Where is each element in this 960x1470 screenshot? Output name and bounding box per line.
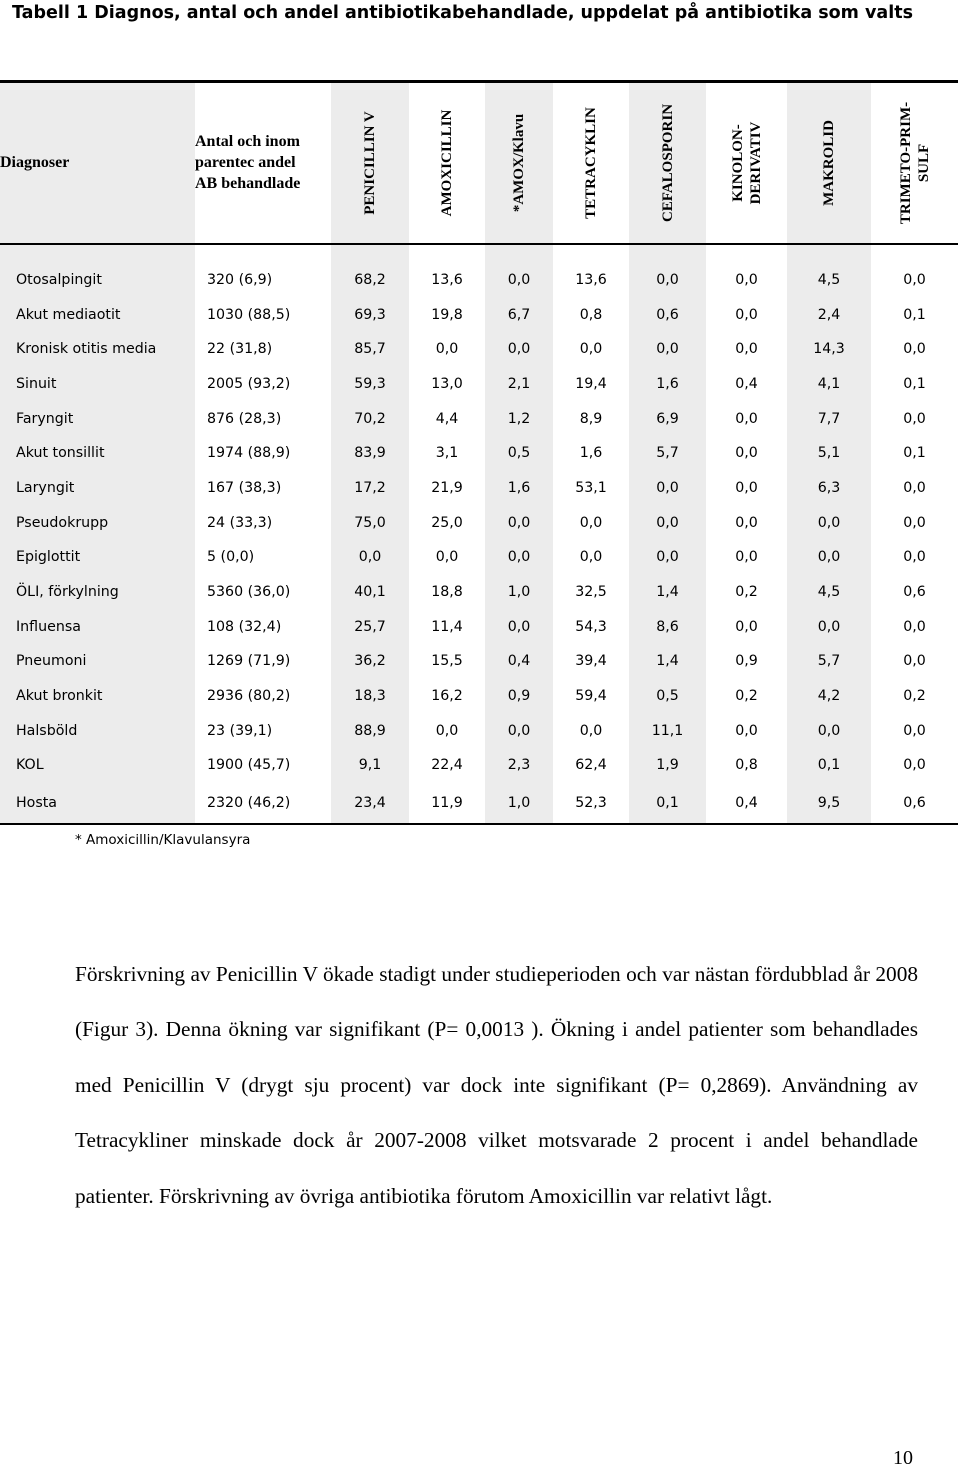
percent-cell: 0,2 — [735, 688, 758, 705]
percent-cell: 19,8 — [431, 306, 463, 323]
count-cell: 23 (39,1) — [207, 722, 273, 739]
percent-cell: 6,7 — [485, 297, 553, 332]
percent-cell: 0,8 — [579, 306, 603, 323]
percent-cell: 0,8 — [735, 757, 758, 774]
percent-cell: 0,0 — [579, 549, 603, 566]
percent-cell: 18,3 — [331, 679, 409, 714]
percent-cell: 19,4 — [575, 375, 607, 392]
diagnosis-cell: Akut mediaotit — [0, 297, 195, 332]
table-row — [0, 783, 958, 824]
header-penicillin-v: PENICILLIN V — [331, 82, 409, 244]
percent-cell: 83,9 — [331, 436, 409, 471]
percent-cell: 0,5 — [485, 436, 553, 471]
table-row — [0, 297, 958, 332]
table-row — [0, 575, 958, 610]
percent-cell: 0,0 — [735, 306, 758, 323]
table-header — [0, 82, 958, 244]
percent-cell: 21,9 — [431, 479, 463, 496]
percent-cell: 0,0 — [629, 540, 706, 575]
percent-cell: 0,0 — [485, 540, 553, 575]
percent-cell: 4,4 — [435, 410, 459, 427]
percent-cell: 1,4 — [629, 575, 706, 610]
percent-cell: 13,6 — [575, 271, 607, 288]
percent-cell: 0,4 — [706, 783, 787, 824]
percent-cell: 59,4 — [575, 688, 607, 705]
percent-cell: 0,0 — [903, 757, 926, 774]
count-cell: 1030 (88,5) — [207, 306, 291, 323]
percent-cell: 0,0 — [485, 244, 553, 298]
percent-cell: 0,0 — [485, 713, 553, 748]
percent-cell: 70,2 — [331, 401, 409, 436]
percent-cell: 0,6 — [871, 783, 958, 824]
count-cell: 2320 (46,2) — [195, 783, 331, 824]
header-diagnoser: Diagnoser — [0, 82, 195, 244]
percent-cell: 0,0 — [903, 271, 926, 288]
percent-cell: 0,0 — [485, 505, 553, 540]
percent-cell: 13,0 — [431, 375, 463, 392]
header-kinolonderivativ — [706, 82, 787, 244]
percent-cell: 0,1 — [787, 748, 871, 783]
percent-cell: 22,4 — [431, 757, 463, 774]
percent-cell: 52,3 — [553, 783, 629, 824]
percent-cell: 7,7 — [787, 401, 871, 436]
percent-cell: 0,1 — [903, 445, 926, 462]
percent-cell: 0,0 — [435, 722, 459, 739]
percent-cell: 9,1 — [331, 748, 409, 783]
count-cell: 1269 (71,9) — [207, 653, 291, 670]
count-cell: 22 (31,8) — [207, 341, 273, 358]
percent-cell: 0,0 — [331, 540, 409, 575]
percent-cell: 0,0 — [435, 341, 459, 358]
diagnosis-cell: KOL — [0, 748, 195, 783]
percent-cell: 23,4 — [331, 783, 409, 824]
percent-cell: 0,0 — [735, 618, 758, 635]
table-row — [0, 540, 958, 575]
count-cell: 167 (38,3) — [207, 479, 282, 496]
percent-cell: 69,3 — [331, 297, 409, 332]
percent-cell: 8,9 — [579, 410, 603, 427]
percent-cell: 36,2 — [331, 644, 409, 679]
percent-cell: 0,0 — [903, 722, 926, 739]
percent-cell: 4,5 — [787, 244, 871, 298]
header-amoxicillin: AMOXICILLIN — [409, 82, 485, 244]
percent-cell: 0,0 — [787, 505, 871, 540]
percent-cell: 25,0 — [431, 514, 463, 531]
percent-cell: 4,1 — [787, 367, 871, 402]
percent-cell: 0,0 — [579, 514, 603, 531]
percent-cell: 3,1 — [435, 445, 459, 462]
percent-cell: 18,8 — [431, 584, 463, 601]
percent-cell: 1,4 — [629, 644, 706, 679]
percent-cell: 5,7 — [787, 644, 871, 679]
percent-cell: 11,1 — [629, 713, 706, 748]
percent-cell: 1,0 — [485, 575, 553, 610]
diagnosis-cell: Sinuit — [0, 367, 195, 402]
percent-cell: 0,0 — [735, 479, 758, 496]
diagnosis-cell: Pneumoni — [0, 644, 195, 679]
percent-cell: 0,0 — [787, 713, 871, 748]
percent-cell: 0,1 — [903, 375, 926, 392]
percent-cell: 59,3 — [331, 367, 409, 402]
percent-cell: 6,9 — [629, 401, 706, 436]
percent-cell: 1,6 — [629, 367, 706, 402]
count-cell: 1900 (45,7) — [207, 757, 291, 774]
percent-cell: 68,2 — [331, 244, 409, 298]
table-row — [0, 332, 958, 367]
table-row — [0, 644, 958, 679]
percent-cell: 53,1 — [575, 479, 607, 496]
percent-cell: 0,4 — [485, 644, 553, 679]
percent-cell: 0,2 — [903, 688, 926, 705]
diagnosis-cell: Epiglottit — [0, 540, 195, 575]
diagnosis-cell: Halsböld — [0, 713, 195, 748]
percent-cell: 0,5 — [629, 679, 706, 714]
header-makrolid: MAKROLID — [787, 82, 871, 244]
diagnosis-cell: Influensa — [0, 609, 195, 644]
percent-cell: 75,0 — [331, 505, 409, 540]
percent-cell: 0,0 — [903, 514, 926, 531]
header-amox-klavu: *AMOX/Klavu — [485, 82, 553, 244]
percent-cell: 16,2 — [431, 688, 463, 705]
percent-cell: 1,9 — [629, 748, 706, 783]
percent-cell: 0,2 — [735, 584, 758, 601]
percent-cell: 0,0 — [787, 609, 871, 644]
percent-cell: 0,0 — [735, 410, 758, 427]
percent-cell: 0,0 — [485, 609, 553, 644]
diagnosis-cell: Kronisk otitis media — [0, 332, 195, 367]
header-kinolon-line1: KINOLON- — [729, 124, 746, 202]
table-caption: Tabell 1 Diagnos, antal och andel antibiotikabehandlade, uppdelat på antibiotika som valts — [12, 3, 914, 23]
count-cell: 1974 (88,9) — [207, 445, 291, 462]
percent-cell: 0,6 — [629, 297, 706, 332]
percent-cell: 15,5 — [431, 653, 463, 670]
diagnosis-cell: Akut bronkit — [0, 679, 195, 714]
diagnosis-cell: Laryngit — [0, 471, 195, 506]
count-cell: 320 (6,9) — [207, 271, 273, 288]
table-row — [0, 471, 958, 506]
count-cell: 2936 (80,2) — [207, 688, 291, 705]
percent-cell: 0,0 — [735, 271, 758, 288]
percent-cell: 0,0 — [735, 341, 758, 358]
percent-cell: 0,9 — [485, 679, 553, 714]
table-row — [0, 244, 958, 298]
percent-cell: 0,1 — [629, 783, 706, 824]
percent-cell: 4,2 — [787, 679, 871, 714]
percent-cell: 0,6 — [903, 584, 926, 601]
percent-cell: 1,6 — [579, 445, 603, 462]
percent-cell: 0,0 — [435, 549, 459, 566]
header-kinolon-line2: DERIVATIV — [747, 121, 764, 205]
header-trimetoprim-sulf — [871, 82, 958, 244]
count-cell: 2005 (93,2) — [207, 375, 291, 392]
table-row — [0, 436, 958, 471]
header-trim-line1: TRIMETO-PRIM- — [897, 101, 914, 224]
header-antal: Antal och inom parentec andel AB behandlade — [195, 82, 331, 244]
percent-cell: 0,0 — [629, 332, 706, 367]
percent-cell: 0,0 — [735, 514, 758, 531]
percent-cell: 0,0 — [787, 540, 871, 575]
percent-cell: 8,6 — [629, 609, 706, 644]
percent-cell: 9,5 — [787, 783, 871, 824]
table-row — [0, 748, 958, 783]
table-row — [0, 505, 958, 540]
diagnosis-cell: Otosalpingit — [0, 244, 195, 298]
count-cell: 876 (28,3) — [207, 410, 282, 427]
percent-cell: 2,4 — [787, 297, 871, 332]
percent-cell: 0,0 — [579, 341, 603, 358]
percent-cell: 0,1 — [903, 306, 926, 323]
percent-cell: 0,0 — [629, 471, 706, 506]
percent-cell: 0,0 — [903, 341, 926, 358]
header-cefalosporin: CEFALOSPORIN — [629, 82, 706, 244]
percent-cell: 14,3 — [787, 332, 871, 367]
percent-cell: 54,3 — [575, 618, 607, 635]
percent-cell: 1,0 — [485, 783, 553, 824]
diagnosis-cell: Akut tonsillit — [0, 436, 195, 471]
percent-cell: 1,2 — [485, 401, 553, 436]
percent-cell: 0,0 — [579, 722, 603, 739]
percent-cell: 39,4 — [575, 653, 607, 670]
percent-cell: 25,7 — [331, 609, 409, 644]
percent-cell: 11,9 — [409, 783, 485, 824]
percent-cell: 0,0 — [903, 549, 926, 566]
percent-cell: 88,9 — [331, 713, 409, 748]
page-number: 10 — [893, 1447, 913, 1469]
percent-cell: 0,4 — [735, 375, 758, 392]
percent-cell: 85,7 — [331, 332, 409, 367]
percent-cell: 0,0 — [903, 653, 926, 670]
percent-cell: 1,6 — [485, 471, 553, 506]
percent-cell: 5,7 — [629, 436, 706, 471]
percent-cell: 0,0 — [735, 722, 758, 739]
diagnosis-antibiotics-table — [0, 80, 958, 825]
table-row — [0, 713, 958, 748]
table-row — [0, 367, 958, 402]
table-body — [0, 244, 958, 824]
percent-cell: 0,0 — [629, 244, 706, 298]
percent-cell: 40,1 — [331, 575, 409, 610]
percent-cell: 2,1 — [485, 367, 553, 402]
header-tetracyklin: TETRACYKLIN — [553, 82, 629, 244]
percent-cell: 5,1 — [787, 436, 871, 471]
table-row — [0, 679, 958, 714]
percent-cell: 6,3 — [787, 471, 871, 506]
percent-cell: 13,6 — [431, 271, 463, 288]
count-cell: 5360 (36,0) — [207, 584, 291, 601]
percent-cell: 0,0 — [735, 445, 758, 462]
percent-cell: 62,4 — [575, 757, 607, 774]
percent-cell: 0,0 — [903, 410, 926, 427]
count-cell: 5 (0,0) — [207, 549, 255, 566]
percent-cell: 0,9 — [735, 653, 758, 670]
percent-cell: 32,5 — [575, 584, 607, 601]
diagnosis-cell: Hosta — [0, 783, 195, 824]
table-footnote: * Amoxicillin/Klavulansyra — [75, 832, 251, 848]
percent-cell: 2,3 — [485, 748, 553, 783]
diagnosis-cell: ÖLI, förkylning — [0, 575, 195, 610]
percent-cell: 0,0 — [629, 505, 706, 540]
table-row — [0, 609, 958, 644]
percent-cell: 0,0 — [485, 332, 553, 367]
diagnosis-cell: Faryngit — [0, 401, 195, 436]
body-paragraph: Förskrivning av Penicillin V ökade stadigt under studieperioden och var nästan fördubblad år 2008 (Figur 3). Denna ökning var signifikant (P= 0,0013 ). Ökning i andel patienter som behandlades med Penicillin V (drygt sju procent) var dock inte signifikant (P= 0,2869). Användning av Tetracykliner minskade dock år 2007-2008 vilket motsvarade 2 procent i andel behandlade patienter. Förskrivning av övriga antibiotika förutom Amoxicillin var relativt lågt. — [75, 962, 918, 1208]
percent-cell: 0,0 — [903, 618, 926, 635]
percent-cell: 4,5 — [787, 575, 871, 610]
percent-cell: 11,4 — [431, 618, 463, 635]
percent-cell: 0,0 — [735, 549, 758, 566]
header-trim-line2: SULF — [915, 143, 932, 182]
count-cell: 108 (32,4) — [207, 618, 282, 635]
percent-cell: 17,2 — [331, 471, 409, 506]
count-cell: 24 (33,3) — [207, 514, 273, 531]
diagnosis-cell: Pseudokrupp — [0, 505, 195, 540]
percent-cell: 0,0 — [903, 479, 926, 496]
table-row — [0, 401, 958, 436]
